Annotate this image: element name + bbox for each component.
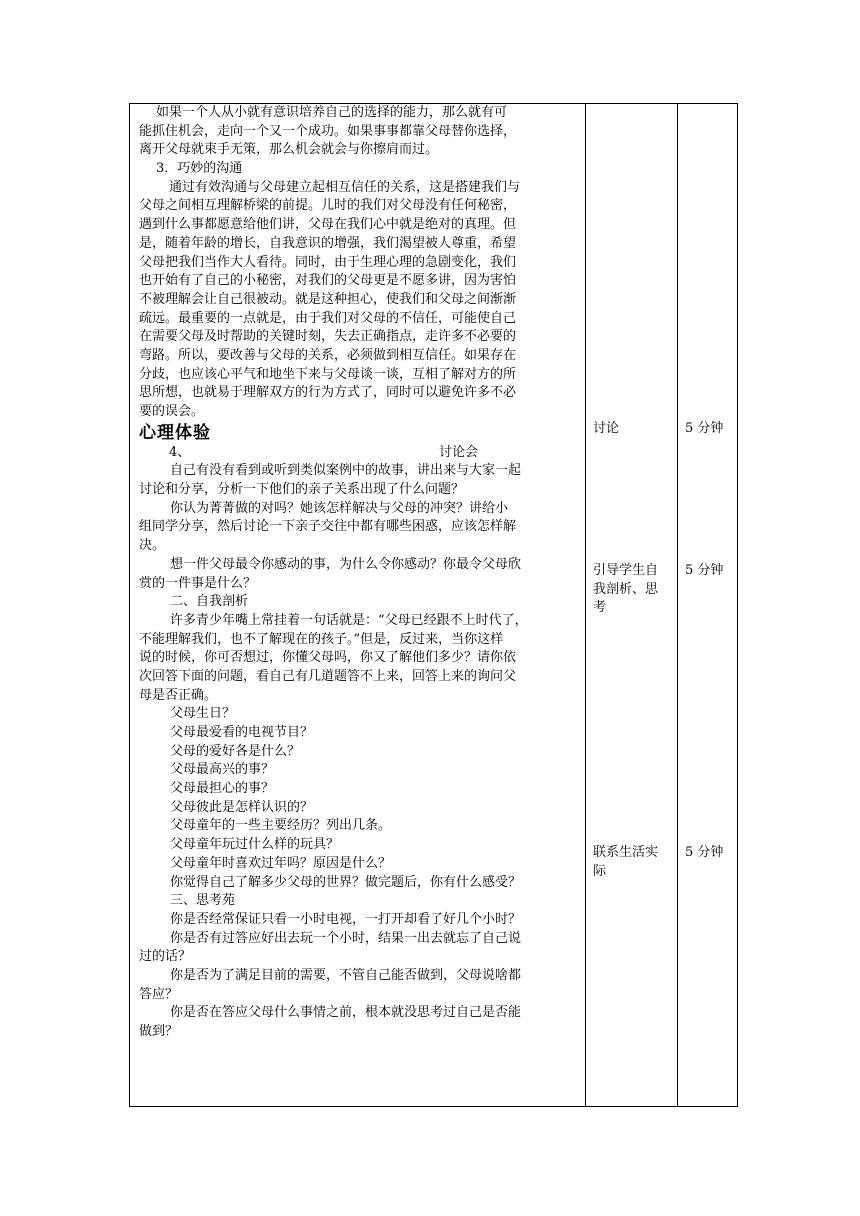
paragraph-line: 自己有没有看到或听到类似案例中的故事，讲出来与大家一起 [170,463,522,479]
paragraph-line: 弯路。所以，要改善与父母的关系，必须做到相互信任。如果存在 [139,347,517,363]
paragraph-line: 母是否正确。 [139,687,218,703]
activity-line: 我剖析、思 [593,581,659,597]
question-item: 你觉得自己了解多少父母的世界？做完题后，你有什么感受？ [170,874,522,890]
section-title: 3．巧妙的沟通 [156,161,243,177]
question-item: 父母童年玩过什么样的玩具？ [170,837,340,853]
paragraph-line: 你是否经常保证只看一小时电视，一打开却看了好几个小时？ [170,911,522,927]
question-item: 父母彼此是怎样认识的？ [170,799,314,815]
item4-title-row [139,444,579,463]
paragraph-line: 不能理解我们，也不了解现在的孩子。”但是，反过来，当你这样 [139,631,504,647]
time-cell: 5 分钟 [685,563,724,578]
paragraph-line: 不被理解会让自己很被动。就是这种担心，使我们和父母之间渐渐 [139,291,517,307]
paragraph-line: 思所想，也就易于理解双方的行为方式了，同时可以避免许多不必 [139,385,517,401]
paragraph-line: 想一件父母最令你感动的事，为什么令你感动？你最令父母欣 [170,556,522,572]
activity-cell [593,562,673,618]
paragraph-line: 能抓住机会，走向一个又一个成功。如果事事都靠父母替你选择， [139,123,517,139]
section-heading: 心理体验 [139,422,211,443]
activity-line: 联系生活实 [593,845,659,860]
question-item: 父母童年的一些主要经历？列出几条。 [170,818,392,834]
paragraph-line: 组同学分享，然后讨论一下亲子交往中都有哪些困惑，应该怎样解 [139,519,517,535]
paragraph-line: 父母之间相互理解桥梁的前提。儿时的我们对父母没有任何秘密， [139,198,517,214]
time-cell: 5 分钟 [685,845,724,860]
question-item: 父母最爱看的电视节目？ [170,725,314,740]
paragraph-line: 你是否有过答应好出去玩一个小时，结果一出去就忘了自己说 [170,930,522,946]
paragraph-line: 讨论和分享，分析一下他们的亲子关系出现了什么问题？ [139,482,465,498]
activity-line: 际 [593,863,607,879]
paragraph-line: 疏远。最重要的一点就是，由于我们对父母的不信任，可能使自己 [139,310,517,326]
paragraph-line: 你是否为了满足目前的需要，不管自己能否做到，父母说啥都 [170,967,522,983]
column-divider [585,104,586,1106]
paragraph-line: 你认为菁菁做的对吗？她该怎样解决与父母的冲突？讲给小 [170,500,509,516]
paragraph-line: 说的时候，你可否想过，你懂父母吗，你又了解他们多少？请你依 [139,650,517,666]
paragraph-line: 决。 [139,538,166,554]
paragraph-line: 做到？ [139,1024,179,1039]
time-cell: 5 分钟 [685,421,724,436]
paragraph-line: 分歧，也应该心平气和地坐下来与父母谈一谈，互相了解对方的所 [139,366,517,382]
paragraph-line: 通过有效沟通与父母建立起相互信任的关系，这是搭建我们与 [169,179,521,195]
paragraph-line: 遇到什么事都愿意给他们讲，父母在我们心中就是绝对的真理。但 [139,217,517,233]
activity-cell [593,420,673,439]
question-item: 父母最高兴的事？ [170,762,275,778]
paragraph-line: 过的话？ [139,949,192,965]
content-column [130,104,585,1042]
paragraph-line: 父母把我们当作大人看待。同时，由于生理心理的急剧变化，我们 [139,254,517,270]
item-title: 讨论会 [439,444,479,460]
paragraph-line: 在需要父母及时帮助的关键时刻，失去正确指点，走许多不必要的 [139,329,517,345]
paragraph-line: 答应？ [139,986,179,1002]
activity-cell [593,844,673,881]
paragraph-line: 也开始有了自己的小秘密，对我们的父母更是不愿多讲，因为害怕 [139,273,517,289]
lesson-plan-table [129,103,738,1107]
question-item: 父母生日？ [170,706,236,722]
section-title: 二、自我剖析 [170,594,249,610]
section-title: 三、思考苑 [170,893,236,909]
paragraph-line: 赏的一件事是什么？ [139,575,257,591]
paragraph-line: 如果一个人从小就有意识培养自己的选择的能力，那么就有可 [156,105,508,120]
paragraph-line: 要的误会。 [139,404,205,419]
paragraph-line: 离开父母就束手无策，那么机会就会与你擦肩而过。 [139,142,439,158]
column-divider [677,104,678,1106]
item-number: 4、 [169,444,191,460]
activity-line: 考 [593,600,607,616]
question-item: 父母最担心的事？ [170,781,275,797]
paragraph-line: 是，随着年龄的增长，自我意识的增强，我们渴望被人尊重，希望 [139,235,517,251]
question-item: 父母童年时喜欢过年吗？原因是什么？ [170,855,392,871]
activity-line: 讨论 [593,421,620,436]
activity-line: 引导学生自 [593,563,659,578]
paragraph-line: 许多青少年嘴上常挂着一句话就是：“父母已经跟不上时代了， [170,612,528,628]
question-item: 父母的爱好各是什么？ [170,743,301,759]
paragraph-line: 次回答下面的问题，看自己有几道题答不上来，回答上来的询问父 [139,668,517,684]
paragraph-line: 你是否在答应父母什么事情之前，根本就没思考过自己是否能 [170,1005,522,1021]
